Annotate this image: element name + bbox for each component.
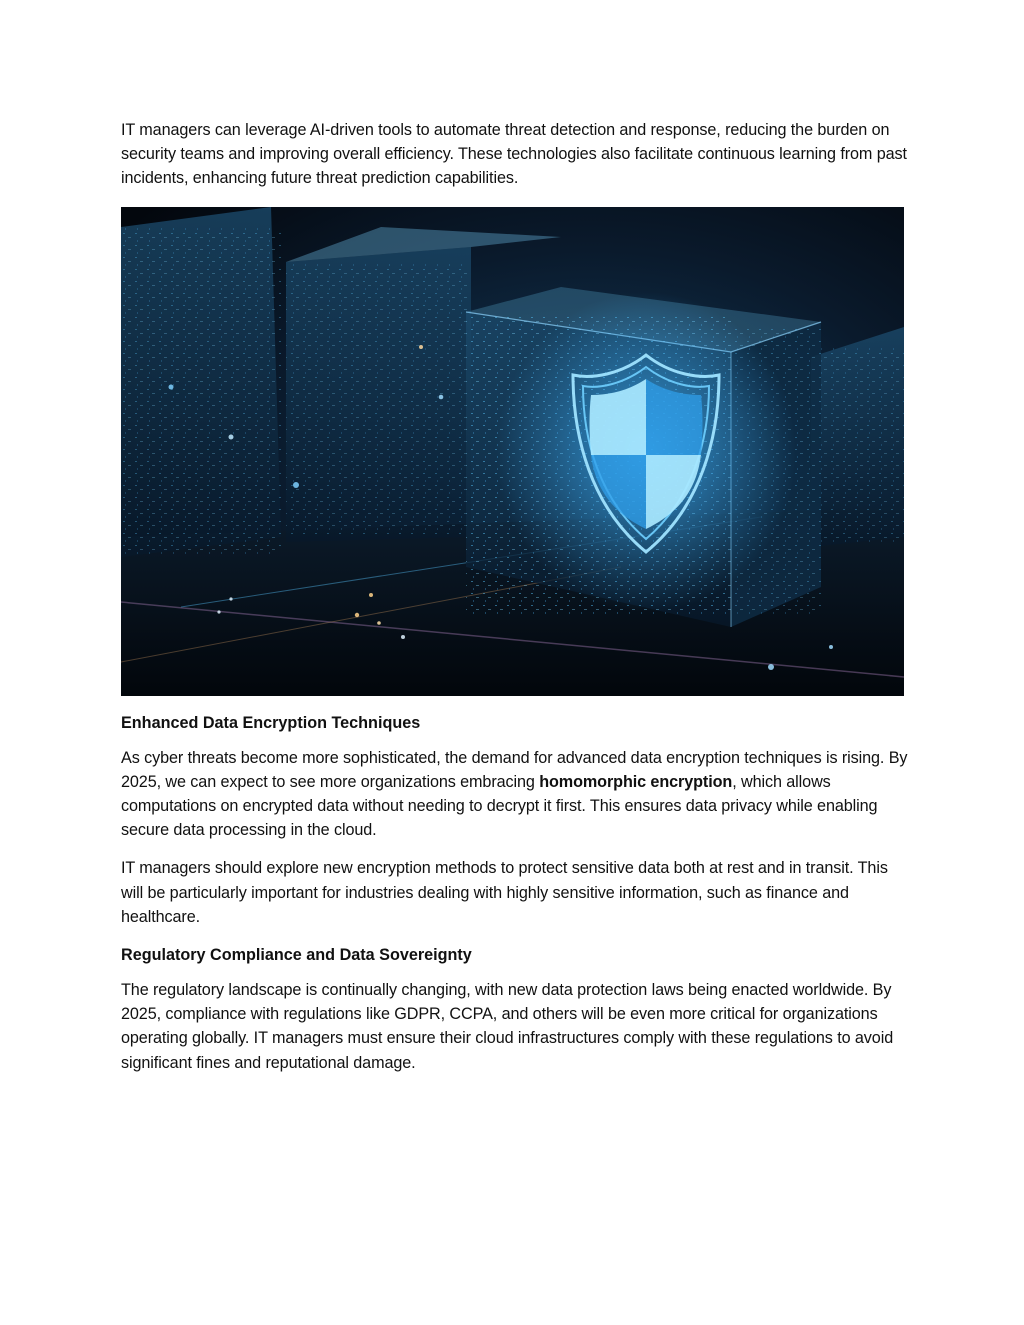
encryption-paragraph-1-end: , which allows computations on encrypted data without needing to decrypt it first. This ensures data privacy while enabling secure data processing in the cloud. xyxy=(121,772,878,840)
encryption-paragraph-1 xyxy=(121,746,911,843)
homomorphic-encryption-term: homomorphic encryption xyxy=(539,772,733,791)
security-illustration xyxy=(121,207,904,696)
encryption-paragraph-2: IT managers should explore new encryption methods to protect sensitive data both at rest and in transit. This will be particularly important for industries dealing with highly sensitive information, such as finance and healthcare. xyxy=(121,859,888,926)
intro-paragraph: IT managers can leverage AI-driven tools to automate threat detection and response, reducing the burden on security teams and improving overall efficiency. These technologies also facilitate continuous learning from past incidents, enhancing future threat prediction capabilities. xyxy=(121,121,907,188)
compliance-paragraph-1: The regulatory landscape is continually changing, with new data protection laws being enacted worldwide. By 2025, compliance with regulations like GDPR, CCPA, and others will be even more critical for organizations operating globally. IT managers must ensure their cloud infrastructures comply with these regulations to avoid significant fines and reputational damage. xyxy=(121,981,894,1072)
encryption-paragraph-1-start: As cyber threats become more sophisticated, the demand for advanced data encryption techniques is rising. By 2025, we can expect to see more organizations embracing xyxy=(121,748,908,791)
heading-compliance: Regulatory Compliance and Data Sovereignty xyxy=(121,946,472,965)
heading-encryption: Enhanced Data Encryption Techniques xyxy=(121,713,421,732)
document-page xyxy=(121,118,911,1089)
